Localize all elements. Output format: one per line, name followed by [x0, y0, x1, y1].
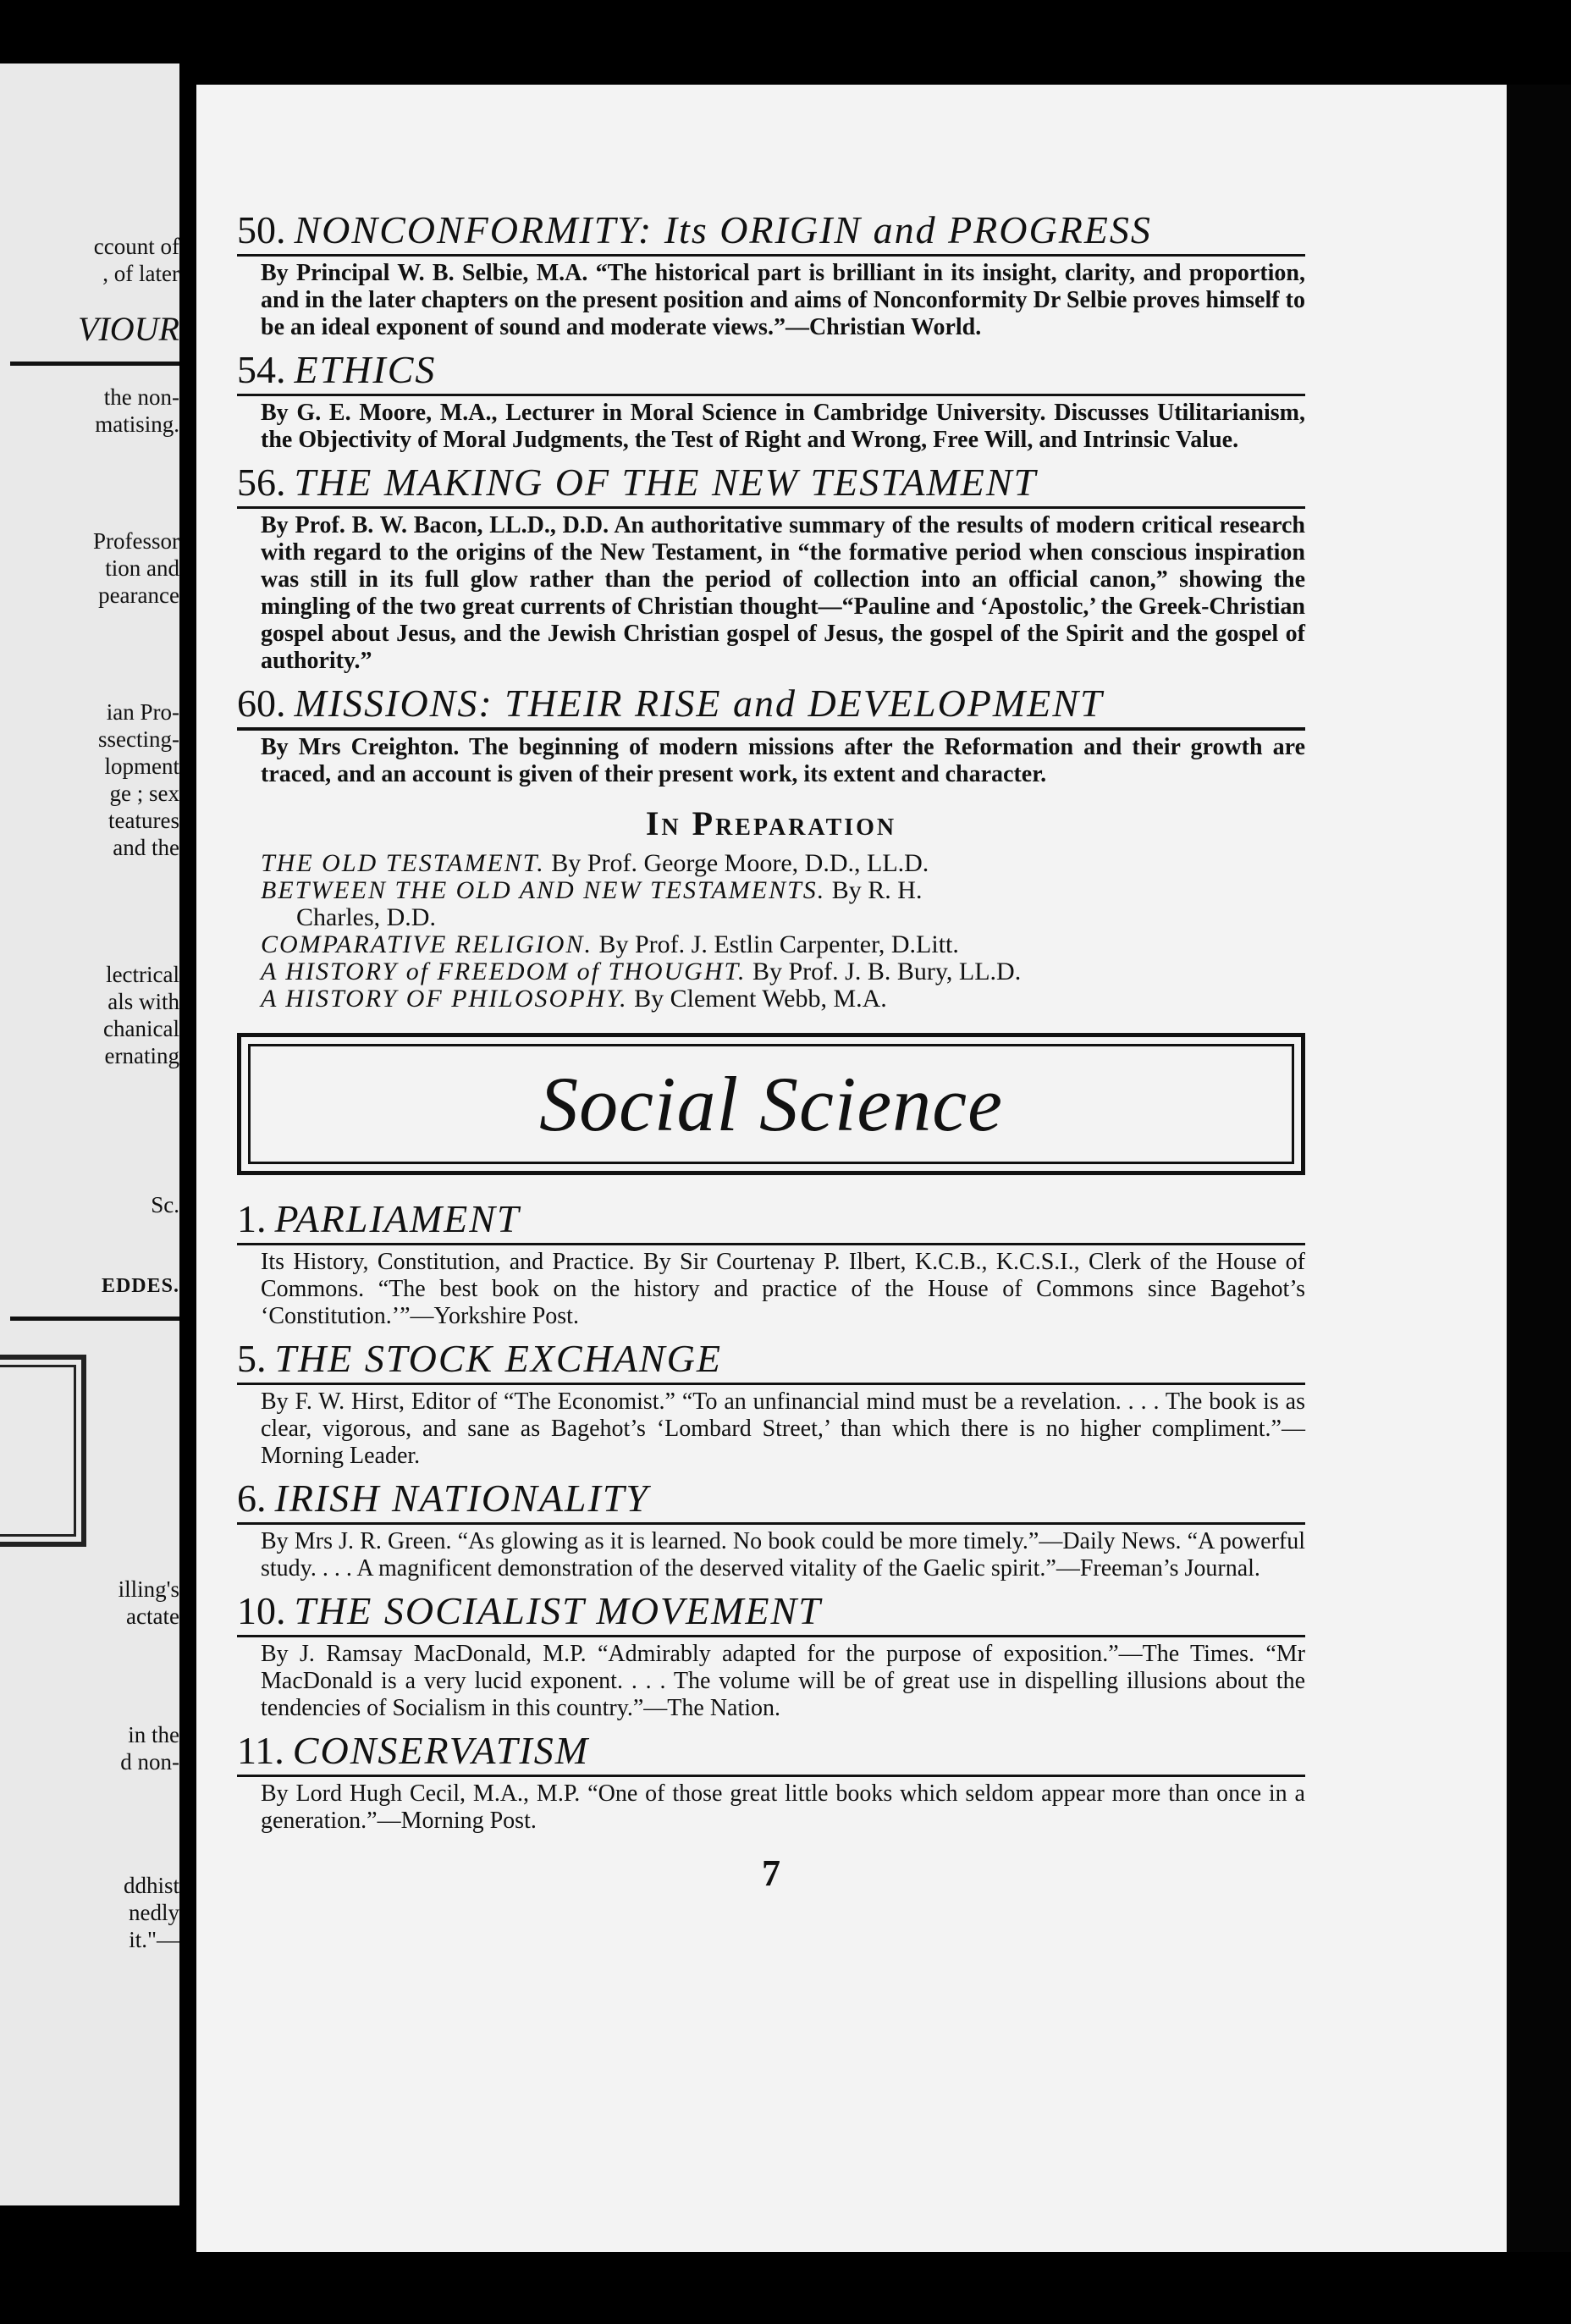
left-page-line: pearance [98, 582, 179, 608]
page-number: 7 [762, 1852, 780, 1894]
entry-title: ETHICS [294, 348, 437, 391]
preparation-title: A HISTORY of FREEDOM of THOUGHT. [261, 958, 747, 985]
left-page-line: actate [126, 1604, 179, 1629]
left-page-line: illing's [118, 1576, 179, 1602]
preparation-title: BETWEEN THE OLD AND NEW TESTAMENTS. [261, 876, 826, 904]
left-page-fragment [0, 63, 179, 2205]
preparation-author: By R. H. [825, 876, 923, 904]
entry-description: By J. Ramsay MacDonald, M.P. “Admirably adapted for the purpose of exposition.”—The Times. “Mr MacDonald is a very lucid exponent. . . . The volume will be of great use in dispelling illusions about the tendencies of Socialism in this country.”—The Nation. [261, 1641, 1305, 1721]
entry-title: CONSERVATISM [292, 1729, 590, 1772]
preparation-author: By Prof. J. Estlin Carpenter, D.Litt. [592, 930, 959, 958]
entry-number: 56. [237, 461, 286, 504]
book-gutter [179, 51, 196, 2252]
entry-number: 10. [237, 1589, 286, 1632]
entry-title: THE SOCIALIST MOVEMENT [294, 1589, 822, 1632]
preparation-author: Charles, D.D. [296, 903, 436, 931]
entry-description: By G. E. Moore, M.A., Lecturer in Moral Science in Cambridge University. Discusses Utilitarianism, the Objectivity of Moral Judgments, the Test of Right and Wrong, Free Will, and Intrinsic Value. [261, 400, 1305, 453]
left-page-line: d non- [120, 1749, 179, 1775]
entry-number: 60. [237, 682, 286, 725]
entry-title: NONCONFORMITY: Its ORIGIN and PROGRESS [294, 208, 1152, 251]
entry-description: By Principal W. B. Selbie, M.A. “The historical part is brilliant in its insight, clarity, and proportion, and in the later chapters on the present position and aims of Nonconformity Dr Selbie proves himself to be an ideal exponent of sound and moderate views.”—Christian World. [261, 260, 1305, 340]
entry-title: THE MAKING OF THE NEW TESTAMENT [294, 461, 1038, 504]
entry-description: By F. W. Hirst, Editor of “The Economist.” “To an unfinancial mind must be a revelation. . . . The book is as clear, vigorous, and sane as Bagehot’s ‘Lombard Street,’ than which there is no higher compliment.”—Morning Leader. [261, 1388, 1305, 1469]
preparation-item [261, 958, 1305, 985]
entry-description: By Lord Hugh Cecil, M.A., M.P. “One of those great little books which seldom appear more than once in a generation.”—Morning Post. [261, 1780, 1305, 1834]
left-page-line: in the [128, 1722, 179, 1747]
section-banner-title: Social Science [248, 1044, 1294, 1164]
left-page-line: , of later [102, 261, 179, 286]
entry-heading [237, 461, 1305, 509]
left-page-line: EDDES. [101, 1275, 179, 1297]
section-banner [237, 1033, 1305, 1175]
left-page-line: ian Pro- [106, 699, 179, 725]
catalogue-entry [237, 1197, 1305, 1330]
entry-heading [237, 682, 1305, 731]
entry-number: 1. [237, 1197, 267, 1240]
entry-number: 50. [237, 208, 286, 251]
left-page-line: teatures [108, 808, 179, 833]
entry-heading [237, 1729, 1305, 1777]
left-page-line: ddhist [123, 1873, 179, 1898]
left-page-line: matising. [95, 411, 179, 437]
left-page-rule [10, 1317, 179, 1321]
left-page-line: ge ; sex [109, 781, 179, 806]
entry-title: IRISH NATIONALITY [274, 1477, 649, 1520]
entry-heading [237, 1477, 1305, 1525]
catalogue-entry [237, 1589, 1305, 1722]
preparation-item [261, 877, 1305, 904]
left-page-rule [10, 362, 179, 366]
left-page-line: ccount of [93, 234, 179, 259]
entry-heading [237, 1197, 1305, 1245]
left-page-line: and the [113, 835, 179, 860]
left-page-line: the non- [103, 384, 179, 410]
left-page-line: tion and [105, 555, 179, 581]
preparation-author: By Clement Webb, M.A. [627, 985, 887, 1013]
left-page-line: Professor [93, 528, 179, 554]
entry-description: By Mrs J. R. Green. “As glowing as it is learned. No book could be more timely.”—Daily News. “A powerful study. . . . A magnificent demonstration of the deserved vitality of the Gaelic spirit.”—Freeman’s Journal. [261, 1528, 1305, 1582]
entry-description: Its History, Constitution, and Practice. By Sir Courtenay P. Ilbert, K.C.B., K.C.S.I., Clerk of the House of Commons. “The best book on the history and practice of the House of Commons since Bagehot’s ‘Constitution.’”—Yorkshire Post. [261, 1249, 1305, 1329]
catalogue-entry [237, 1729, 1305, 1835]
left-page-line: lopment [104, 754, 179, 779]
entry-number: 6. [237, 1477, 267, 1520]
entry-title: THE STOCK EXCHANGE [274, 1337, 722, 1380]
entry-heading [237, 208, 1305, 257]
entry-number: 54. [237, 348, 286, 391]
left-page-line: ernating [104, 1043, 179, 1068]
preparation-author: By Prof. J. B. Bury, LL.D. [746, 958, 1022, 985]
page-content [237, 201, 1305, 1895]
entry-number: 5. [237, 1337, 267, 1380]
entry-heading [237, 348, 1305, 396]
catalogue-entry [237, 208, 1305, 341]
left-page-line: ssecting- [98, 726, 179, 752]
catalogue-entry [237, 1477, 1305, 1582]
catalogue-entry [237, 682, 1305, 788]
left-page-line: Sc. [151, 1192, 179, 1217]
entry-description: By Prof. B. W. Bacon, LL.D., D.D. An authoritative summary of the results of modern critical research with regard to the origins of the New Testament, in “the formative period when conscious inspiration was still in its full glow rather than the period of collection into an official canon,” showing the mingling of the two great currents of Christian thought—“Pauline and ‘Apostolic,’ the Greek-Christian gospel about Jesus, and the Jewish Christian gospel of Jesus, the gospel of the Spirit and the gospel of authority.” [261, 512, 1305, 674]
entry-heading [237, 1589, 1305, 1637]
left-page-line: als with [107, 989, 179, 1014]
preparation-item [296, 904, 1305, 931]
entry-description: By Mrs Creighton. The beginning of modern missions after the Reformation and their growth are traced, and an account is given of their present work, its extent and character. [261, 734, 1305, 787]
left-page-line: chanical [103, 1016, 179, 1041]
left-page-heading: VIOUR [78, 310, 179, 348]
preparation-item [261, 931, 1305, 958]
entry-number: 11. [237, 1729, 284, 1772]
catalogue-entry [237, 461, 1305, 675]
entry-title: MISSIONS: THEIR RISE and DEVELOPMENT [294, 682, 1104, 725]
book-page [196, 85, 1507, 2252]
entry-title: PARLIAMENT [274, 1197, 521, 1240]
preparation-title: THE OLD TESTAMENT. [261, 849, 545, 877]
preparation-item [261, 850, 1305, 877]
preparation-item [261, 985, 1305, 1013]
catalogue-entry [237, 1337, 1305, 1470]
catalogue-entry [237, 348, 1305, 454]
entry-heading [237, 1337, 1305, 1385]
in-preparation-heading: In Preparation [645, 804, 897, 842]
preparation-author: By Prof. George Moore, D.D., LL.D. [544, 849, 929, 877]
preparation-title: COMPARATIVE RELIGION. [261, 930, 593, 958]
preparation-title: A HISTORY OF PHILOSOPHY. [261, 985, 628, 1013]
scan-edge [1507, 85, 1571, 2252]
left-page-line: lectrical [106, 962, 179, 987]
left-page-line: nedly [129, 1900, 179, 1925]
left-page-line: it."— [129, 1927, 179, 1952]
left-page-box [0, 1355, 86, 1547]
